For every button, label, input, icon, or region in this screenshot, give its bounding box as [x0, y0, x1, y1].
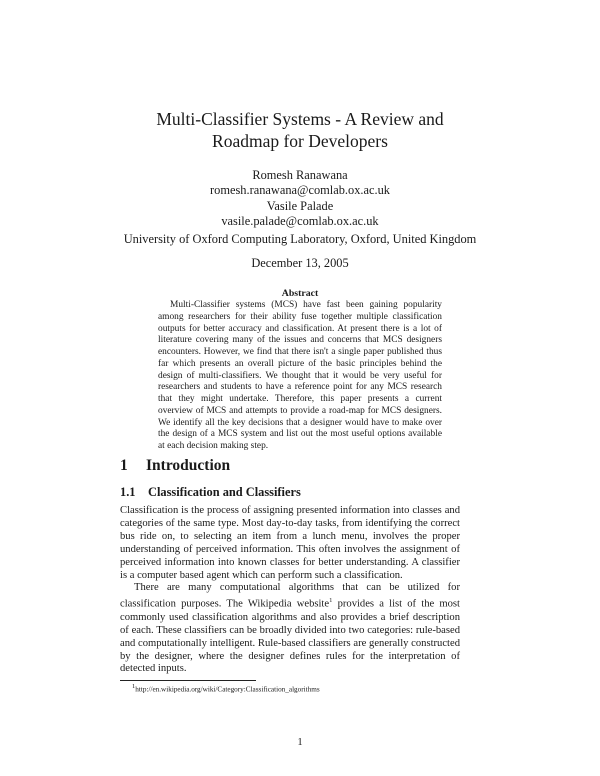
- paragraph-2-start: There are many computational algorithms that can be utilized for classification purposes. The Wikipedia website: [120, 582, 460, 610]
- paper-date: December 13, 2005: [251, 256, 349, 270]
- paragraph-1: Classification is the process of assigning presented information into classes and categories of the same type. Most day-to-day tasks, from identifying the correct bus ride on, to selecting an item from a lunch menu, involves the proper understanding of perceived information. This often involves the assignment of perceived information into known classes for better understanding. A classifier is a computer based agent which can perform such a classification.: [120, 505, 460, 581]
- footnote-rule: [120, 680, 256, 681]
- author-1-name: Romesh Ranawana: [252, 168, 348, 182]
- paragraph-2: [120, 582, 460, 676]
- footnote-link[interactable]: http://en.wikipedia.org/wiki/Category:Classification_algorithms: [135, 685, 320, 694]
- title-line-2: Roadmap for Developers: [212, 131, 388, 151]
- footnote: [132, 683, 320, 693]
- abstract-heading: Abstract: [281, 288, 319, 299]
- section-title: Introduction: [146, 457, 231, 474]
- footnote-marker: 1: [132, 683, 136, 690]
- author-2-name: Vasile Palade: [266, 199, 334, 213]
- section-number: 1: [120, 457, 128, 474]
- affiliation: University of Oxford Computing Laboratory, Oxford, United Kingdom: [123, 232, 477, 246]
- author-1: [0, 168, 600, 198]
- subsection-title: Classification and Classifiers: [148, 485, 301, 499]
- page-number: 1: [297, 737, 303, 748]
- abstract-text: Multi-Classifier systems (MCS) have fast been gaining popularity among researchers for their ability fuse together multiple classification outputs for better accuracy and classification. At present there is a lot of literature covering many of the issues and concerns that MCS designers encounters. However, we find that there isn't a single paper published thus far which presents an overall picture of the basic principles behind the design of multi-classifiers. We thought that it would be very useful for researchers and students to have a reference point for any MCS research that they might undertake. Therefore, this paper presents a current overview of MCS and attempts to provide a road-map for MCS designers. We identify all the key decisions that a designer would have to make over the design of a MCS system and list out the most useful options available at each decision making step.: [158, 300, 442, 451]
- author-2: [0, 199, 600, 229]
- section-heading: [120, 457, 230, 475]
- body-text: [120, 505, 460, 676]
- footnote-reference[interactable]: 1: [329, 597, 333, 605]
- title-line-1: Multi-Classifier Systems - A Review and: [156, 109, 444, 129]
- subsection-heading: [120, 485, 301, 500]
- author-2-email: vasile.palade@comlab.ox.ac.uk: [221, 214, 379, 228]
- paper-title: [0, 108, 600, 152]
- subsection-number: 1.1: [120, 485, 136, 499]
- paragraph-2-rest: provides a list of the most commonly used classification algorithms and also provides a brief description of each. These classifiers can be broadly divided into two categories: rule-based and computationally intelligent. Rule-based classifiers are generally constructed by the designer, where the designer defines rules for the interpretation of detected inputs.: [120, 598, 460, 675]
- author-1-email: romesh.ranawana@comlab.ox.ac.uk: [210, 183, 390, 197]
